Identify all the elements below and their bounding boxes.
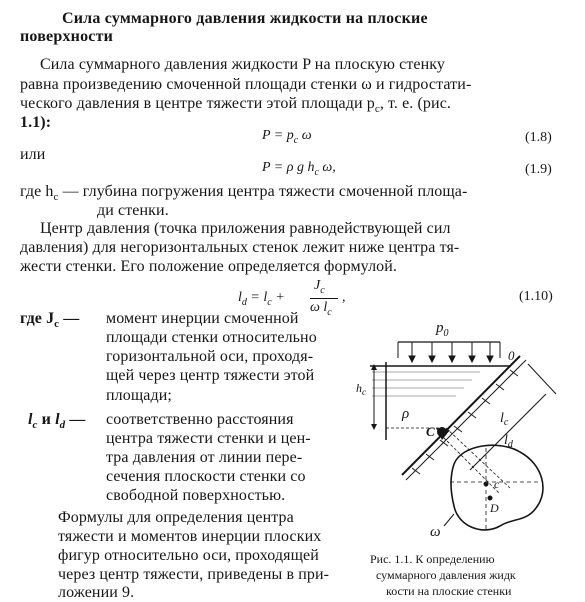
definition-lc-ld-lead: $l_c$ и $l_d$ — — [28, 411, 86, 432]
definition-lc-line1: соответственно расстояния — [106, 411, 294, 428]
word-ili: или — [20, 146, 46, 163]
equation-1-10: $l_d = l_c$ + $J_c$ ω $l_c$ , — [238, 278, 346, 318]
para3-line2: тяжести и моментов инерции плоских — [58, 528, 322, 545]
figure-caption-line2: суммарного давления жидк — [376, 568, 516, 582]
liquid-hatching — [372, 372, 480, 396]
label-c-small: c — [494, 477, 500, 491]
para1-line1: Сила суммарного давления жидкости P на плоскую стенку — [40, 56, 446, 73]
para2-line1: Центр давления (точка приложения равнодействующей сил — [40, 220, 451, 237]
lc-ld-dimension-line — [470, 394, 546, 470]
para3-line3: фигур относительно оси, проходящей — [58, 547, 319, 564]
label-c: C — [426, 424, 435, 439]
para2-line3: жести стенки. Его положение определяется формулой. — [20, 258, 398, 275]
label-ld: $l_d$ — [504, 433, 513, 450]
pressure-arrows — [409, 342, 493, 362]
label-p0: $p_0$ — [436, 320, 449, 339]
label-d: D — [490, 501, 499, 515]
label-o: 0 — [508, 348, 515, 363]
para3-line5: ложении 9. — [58, 584, 135, 601]
definition-lc-line5: свободной поверхностью. — [106, 487, 286, 504]
definition-jc-line4: щей через центр тяжести этой — [106, 367, 315, 384]
definition-jc-lead: где $J_c$ — — [20, 310, 80, 331]
equation-number-1-8: (1.8) — [525, 130, 552, 145]
label-hc: $h_c$ — [356, 381, 366, 397]
definition-hc-line2: ди стенки. — [97, 202, 169, 219]
label-omega: ω — [430, 524, 441, 540]
definition-lc-line2: центра тяжести стенки и цен- — [106, 430, 311, 447]
pressure-center-point — [488, 496, 493, 501]
definition-hc-line1: где $h_c$ — глубина погружения центра тяжести смоченной площа- — [20, 183, 468, 204]
figure-1-1-pressure-diagram — [350, 300, 580, 550]
para2-line2: давления) для негоризонтальных стенок лежит ниже центра тя- — [20, 239, 460, 256]
equation-1-8: $P = p_c$ ω — [262, 128, 312, 146]
figure-caption-line1: Рис. 1.1. К определению — [370, 552, 495, 566]
definition-jc-line5: площади; — [106, 387, 172, 404]
para3-line4: через центр тяжести, приведены в при- — [58, 566, 330, 583]
label-lc: $l_c$ — [500, 411, 509, 428]
para1-line2: равна произведению смоченной площади стенки ω и гидростати- — [20, 76, 472, 93]
equation-number-1-10: (1.10) — [519, 289, 553, 304]
equation-number-1-9: (1.9) — [525, 162, 552, 177]
definition-jc-line2: площади стенки относительно — [106, 329, 317, 346]
equation-1-9: P = ρ g $h_c$ ω, — [262, 160, 336, 178]
definition-lc-line3: тра давления от линии пере- — [106, 449, 303, 466]
figure-caption-line3: кости на плоские стенки — [386, 584, 512, 598]
label-rho: ρ — [402, 406, 410, 422]
para1-line4: 1.1): — [20, 114, 52, 131]
definition-lc-line4: сечения плоскости стенки со — [106, 468, 306, 485]
centroid-point — [484, 482, 489, 487]
section-heading-line2: поверхности — [20, 28, 114, 45]
definition-jc-line3: горизонтальной оси, проходя- — [106, 348, 314, 365]
section-heading-line1: Сила суммарного давления жидкости на плоские — [62, 10, 428, 27]
definition-jc-line1: момент инерции смоченной — [106, 310, 299, 327]
para3-line1: Формулы для определения центра — [58, 509, 294, 526]
para1-line3: ческого давления в центре тяжести этой площади $p_c$, т. е. (рис. — [20, 95, 451, 116]
